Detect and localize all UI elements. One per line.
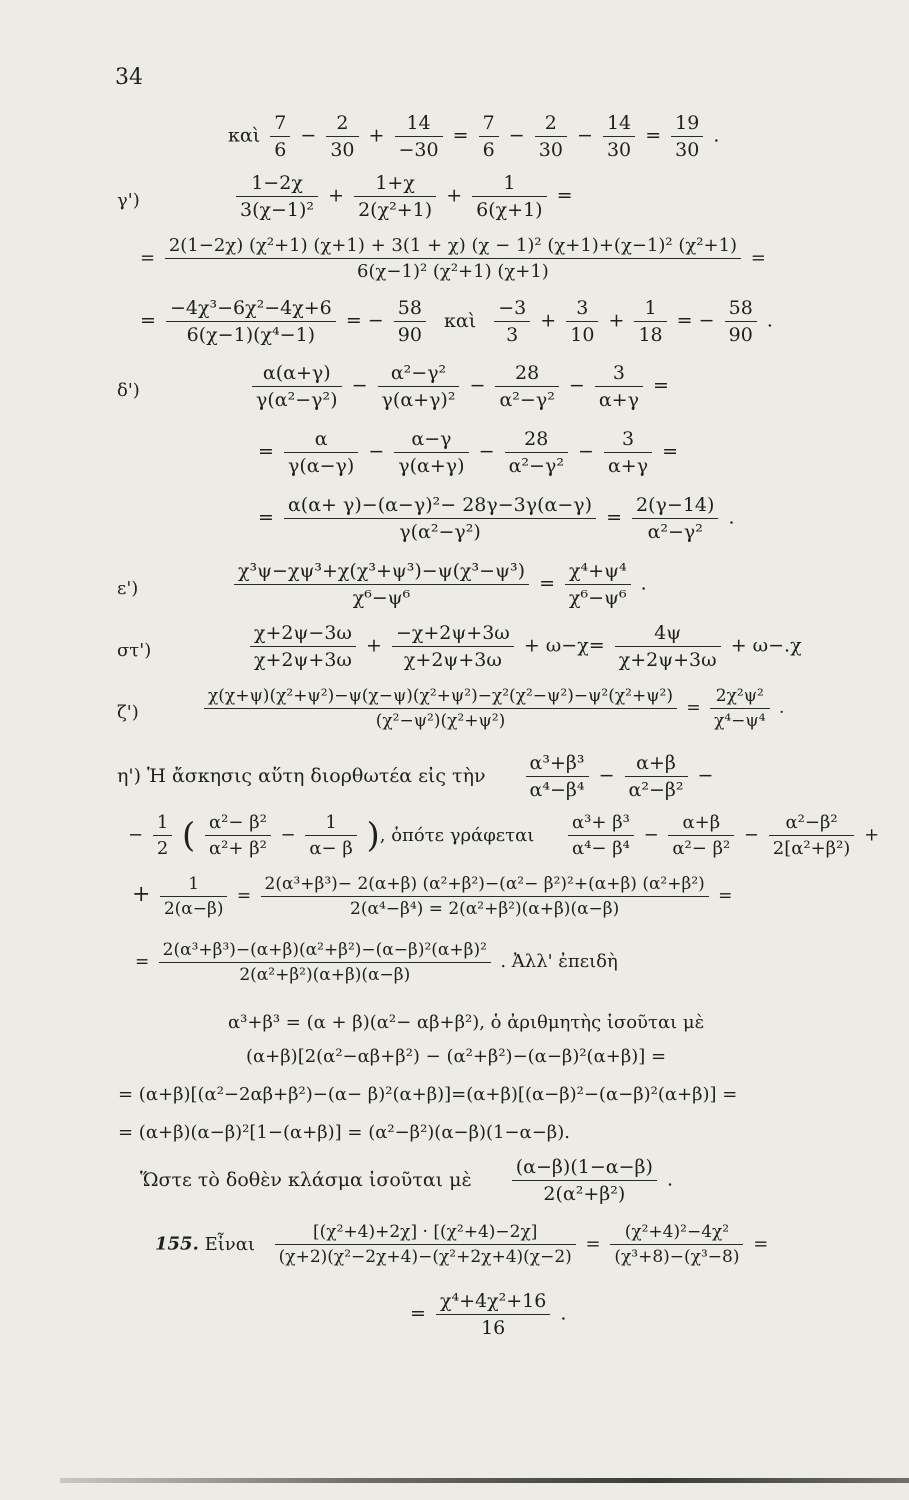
period: . [766,309,773,332]
fraction: $\frac{\alpha(\alpha+\gamma)}{\text{γ(α²−γ²)}}$ [252,362,342,411]
operator: + [608,309,625,332]
fraction: $\frac{\text{2(α³+β³)− 2(α+β) (α²+β²)−(α²− β²)²+(α+β) (α²+β²)}}{\text{2(α⁴−β⁴) = 2(α²+β²)(α+β)(α−β)}}$ [261,874,709,919]
fraction: $\frac{1}{2(\alpha-\beta)}$ [160,874,228,919]
operator: = [410,1302,426,1325]
fraction: $\frac{\text{α²− β²}}{\text{α²+ β²}}$ [205,812,271,859]
fraction: $\frac{\text{2χ²ψ²}}{\text{χ⁴−ψ⁴}}$ [710,686,770,731]
period: . [728,506,735,529]
operator: − [469,374,486,397]
operator: + ω−.χ [730,634,802,657]
fraction: $\frac{\chi+2\psi-3\omega}{\chi+2\psi+3\omega}$ [250,622,356,671]
operator: − [128,824,144,846]
fraction: $\frac{2(\gamma-14)}{\text{α²−γ²}}$ [632,494,718,543]
fraction: $\frac{\text{χ⁴+4χ²+16}}{16}$ [436,1290,550,1339]
fraction: $\frac{2}{30}$ [535,112,567,161]
fraction: $\frac{14}{-30}$ [395,112,443,161]
label-gamma: γ') [117,190,140,211]
paren: ( [182,815,196,856]
fraction: $\frac{-\chi+2\psi+3\omega}{\chi+2\psi+3\omega}$ [392,622,514,671]
fraction: $\frac{\text{α³+β³}}{\text{α⁴−β⁴}}$ [526,752,589,801]
fraction: $\frac{1}{2}$ [153,812,172,859]
kai-word: καὶ [228,124,261,147]
operator: = [258,506,274,529]
fraction: $\frac{\text{α²−β²}}{\text{2[α²+β²)}}$ [769,812,855,859]
operator: − [508,124,525,147]
label-stigma: στ') [117,640,152,661]
operator: = [750,247,766,269]
operator: = [718,886,733,906]
line-delta-3 [258,494,735,543]
fraction: $\frac{1+\chi}{\text{2(χ²+1)}}$ [354,172,436,221]
fraction: $\frac{\alpha+\beta}{\text{α²− β²}}$ [668,812,734,859]
fraction: $\frac{19}{30}$ [671,112,703,161]
fraction: $\frac{\text{χ⁴+ψ⁴}}{\text{χ⁶−ψ⁶}}$ [565,560,631,609]
line-eta [117,752,713,801]
fraction: $\frac{\alpha+\beta}{\text{α²−β²}}$ [625,752,688,801]
operator: − [577,440,594,463]
fraction: $\frac{3}{10}$ [566,297,598,346]
fraction: $\frac{\text{α(α+ γ)−(α−γ)²− 28γ−3γ(α−γ)}}{\text{γ(α²−γ²)}}$ [284,494,596,543]
fraction: $\frac{58}{90}$ [725,297,757,346]
fraction: $\frac{\text{α²−γ²}}{\text{γ(α+γ)²}}$ [378,362,460,411]
hopote-text: , ὁπότε γράφεται [379,824,535,846]
line-eta-6: (α+β)[2(α²−αβ+β²) − (α²+β²)−(α−β)²(α+β)] = [246,1046,667,1067]
line-exercise-155 [155,1222,768,1267]
operator: − [368,440,385,463]
operator: = [140,247,156,269]
operator: = [606,506,622,529]
fraction: $\frac{14}{30}$ [603,112,635,161]
fraction: $\frac{\text{2(α³+β³)−(α+β)(α²+β²)−(α−β)²(α+β)²}}{\text{2(α²+β²)(α+β)(α−β)}}$ [159,940,491,985]
line-eta-3 [132,874,732,919]
operator: = [452,124,469,147]
operator: − [643,824,659,846]
operator: = − [676,309,715,332]
exercise-number: 155. [155,1233,199,1255]
fraction: $\frac{(\alpha-\beta)(1-\alpha-\beta)}{\text{2(α²+β²)}}$ [512,1156,657,1205]
operator: − [280,824,296,846]
period: . [640,572,647,595]
operator: − [576,124,593,147]
line-exercise-155-2 [410,1290,566,1339]
line-gamma-2 [140,235,766,282]
line-eta-5: α³+β³ = (α + β)(α²− αβ+β²), ὁ ἀριθμητὴς ἰσοῦται μὲ [228,1012,705,1033]
einai-word: Εἶναι [204,1233,255,1255]
operator: + [365,634,382,657]
label-epsilon: ε') [117,578,139,599]
fraction: $\frac{7}{6}$ [479,112,499,161]
fraction: $\frac{2}{30}$ [326,112,358,161]
line-delta [248,362,669,411]
eta-text: η') Ἡ ἄσκησις αὕτη διορθωτέα εἰς τὴν [117,764,486,787]
operator: = [556,184,573,207]
operator: = − [345,309,384,332]
operator: − [568,374,585,397]
fraction: $\frac{7}{6}$ [270,112,290,161]
line-eta-2 [128,812,879,859]
fraction: $\frac{1}{\alpha- \beta}$ [305,812,356,859]
operator: + [446,184,463,207]
line-eta-4 [135,940,618,985]
line-stigma [246,622,802,671]
operator: − [351,374,368,397]
line-eta-7: = (α+β)[(α²−2αβ+β²)−(α− β)²(α+β)]=(α+β)[(α−β)²−(α−β)²(α+β)] = [118,1084,738,1105]
operator: = [686,698,701,718]
operator: = [652,374,669,397]
hoste-text: Ὥστε τὸ δοθὲν κλάσμα ἰσοῦται μὲ [140,1168,472,1191]
page-number: 34 [115,65,143,90]
fraction: $\frac{1-2\chi}{\text{3(χ−1)²}}$ [236,172,318,221]
fraction: $\frac{-3}{3}$ [494,297,530,346]
fraction: $\frac{3}{\alpha+\gamma}$ [604,428,652,477]
fraction: $\frac{1}{18}$ [634,297,666,346]
line-eta-8: = (α+β)(α−β)²[1−(α+β)] = (α²−β²)(α−β)(1−α−β). [118,1122,570,1143]
fraction: $\frac{4\psi}{\chi+2\psi+3\omega}$ [615,622,721,671]
paren: ) [366,815,380,856]
fraction: $\frac{\text{α³+ β³}}{\text{α⁴− β⁴}}$ [568,812,634,859]
line-gamma [232,172,573,221]
line-zeta [200,686,784,731]
operator: = [753,1233,769,1255]
line-1-kai [228,112,719,161]
operator: + [132,882,151,907]
operator: + [864,824,880,846]
operator: = [258,440,274,463]
operator: = [645,124,662,147]
fraction: $\frac{3}{\alpha+\gamma}$ [595,362,643,411]
operator: − [743,824,760,846]
operator: − [300,124,317,147]
operator: + ω−χ= [523,634,605,657]
operator: + [368,124,385,147]
label-zeta: ζ') [117,702,139,723]
operator: = [140,309,156,332]
fraction: $\frac{\text{−4χ³−6χ²−4χ+6}}{\text{6(χ−1)(χ⁴−1)}}$ [166,297,336,346]
fraction: $\frac{\alpha}{\gamma(\alpha-\gamma)}$ [284,428,358,477]
fraction: $\frac{\text{[(χ²+4)+2χ] · [(χ²+4)−2χ]}}{\text{(χ+2)(χ²−2χ+4)−(χ²+2χ+4)(χ−2)}}$ [275,1222,576,1267]
line-hoste [140,1156,673,1205]
fraction: $\frac{1}{6(\chi+1)}$ [472,172,546,221]
operator: = [135,952,150,972]
operator: + [540,309,557,332]
fraction: $\frac{58}{90}$ [394,297,426,346]
period: . [666,1168,673,1191]
page-bottom-edge [60,1478,909,1483]
fraction: $\frac{\text{χ³ψ−χψ³+χ(χ³+ψ³)−ψ(χ³−ψ³)}}{\text{χ⁶−ψ⁶}}$ [234,560,529,609]
fraction: $\frac{\text{χ(χ+ψ)(χ²+ψ²)−ψ(χ−ψ)(χ²+ψ²)−χ²(χ²−ψ²)−ψ²(χ²+ψ²)}}{\text{(χ²−ψ²)(χ²+ψ²)}}$ [204,686,677,731]
fraction: $\frac{\text{(χ²+4)²−4χ²}}{\text{(χ³+8)−(χ³−8)}}$ [610,1222,743,1267]
operator: − [598,764,615,787]
operator: + [328,184,345,207]
operator: = [539,572,555,595]
line-epsilon [230,560,647,609]
fraction: $\frac{28}{\text{α²−γ²}}$ [495,362,558,411]
period: . [778,698,785,718]
operator: = [236,886,252,906]
operator: = [585,1233,601,1255]
operator: − [478,440,495,463]
period: . [713,124,720,147]
line-delta-2 [258,428,678,477]
line-gamma-3 [140,297,773,346]
fraction: $\frac{\text{2(1−2χ) (χ²+1) (χ+1) + 3(1 + χ) (χ − 1)² (χ+1)+(χ−1)² (χ²+1)}}{\text{6(χ−1)² (χ²+1) (χ+1)}}$ [165,235,741,282]
fraction: $\frac{28}{\text{α²−γ²}}$ [505,428,568,477]
all-epeidi-text: . Ἀλλ' ἐπειδὴ [500,951,618,972]
label-delta: δ') [117,380,140,401]
operator: = [662,440,679,463]
operator: − [697,764,714,787]
fraction: $\frac{\alpha-\gamma}{\gamma(\alpha+\gamma)}$ [394,428,468,477]
period: . [560,1302,567,1325]
kai-word: καὶ [444,309,477,332]
